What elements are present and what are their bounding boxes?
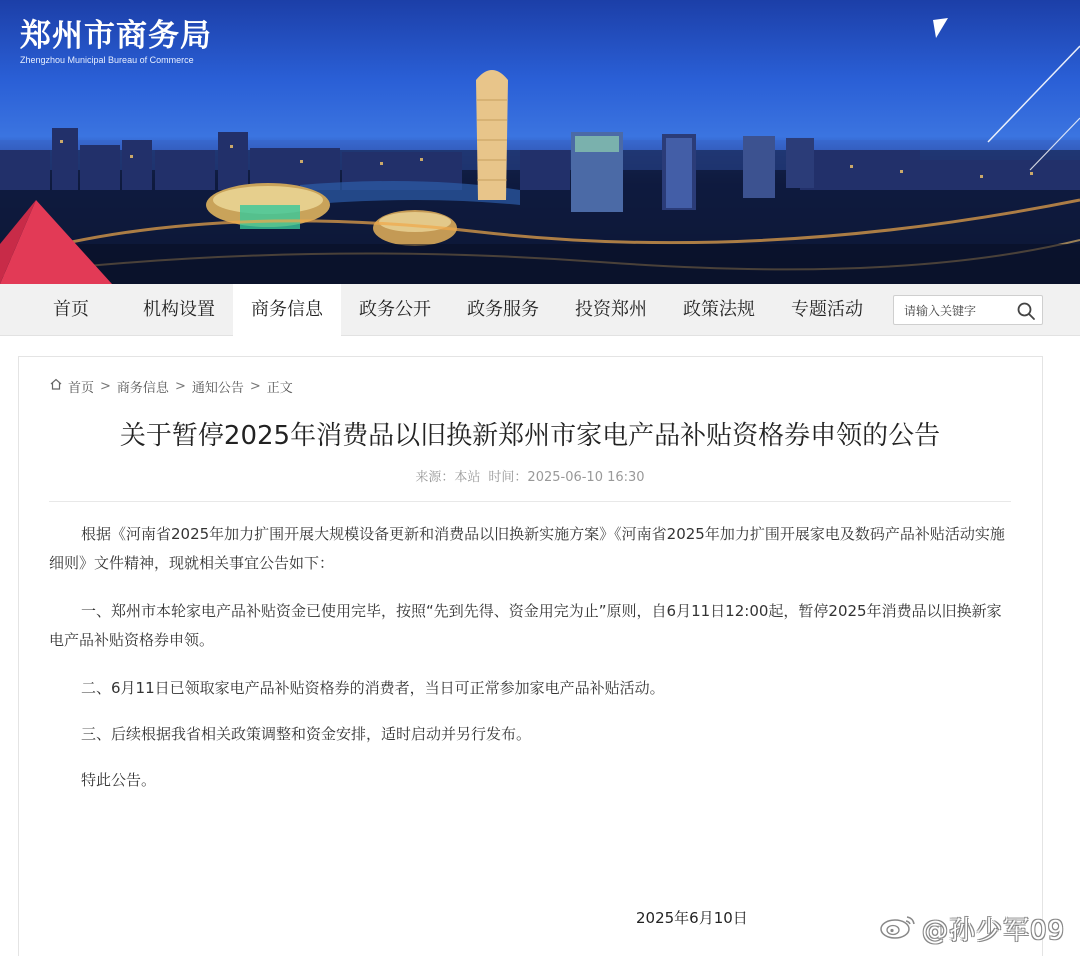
header-banner [0,0,1080,284]
nav-item-gov-services[interactable]: 政务服务 [467,299,539,320]
breadcrumb-business-info[interactable]: 商务信息 [116,380,169,396]
watermark [878,910,1065,946]
site-name-cn: 郑州市商务局 [20,18,212,54]
article-date: 2025年6月10日 [636,909,748,927]
breadcrumb [49,376,293,396]
nav-item-home[interactable]: 首页 [53,299,89,320]
article-meta [30,466,1030,485]
breadcrumb-separator: > [249,378,261,394]
nav-item-policies[interactable]: 政策法规 [683,299,755,320]
article-paragraph-intro: 根据《河南省2025年加力扩围开展大规模设备更新和消费品以旧换新实施方案》《河南省2025年加力扩围开展家电及数码产品补贴活动实施细则》文件精神，现就相关事宜公告如下： [49,525,1005,572]
article-title: 关于暂停2025年消费品以旧换新郑州市家电产品补贴资格券申领的公告 [119,421,941,451]
article-paragraph-3: 三、后续根据我省相关政策调整和资金安排，适时启动并另行发布。 [81,725,532,743]
article-source: 来源：本站 [415,470,481,485]
nav-item-organization[interactable]: 机构设置 [143,299,215,320]
nav-item-business-info[interactable]: 商务信息 [233,284,341,336]
watermark-text: @孙少军09 [922,915,1066,946]
nav-item-gov-affairs-public[interactable]: 政务公开 [359,299,431,320]
breadcrumb-current: 正文 [266,380,293,396]
breadcrumb-home[interactable]: 首页 [68,380,95,396]
breadcrumb-separator: > [174,378,186,394]
home-icon[interactable] [49,377,63,395]
article-paragraph-1: 一、郑州市本轮家电产品补贴资金已使用完毕，按照“先到先得、资金用完为止”原则，自6月11日12:00起，暂停2025年消费品以旧换新家电产品补贴资格券申领。 [49,602,1002,649]
nav-item-special-events[interactable]: 专题活动 [791,299,863,320]
article-time: 时间：2025-06-10 16:30 [488,470,645,485]
title-divider [49,501,1011,502]
weibo-icon [878,911,922,945]
nav-item-invest[interactable]: 投资郑州 [575,299,647,320]
search-input[interactable] [904,301,1014,321]
breadcrumb-notices[interactable]: 通知公告 [191,380,244,396]
search-box [893,295,1043,325]
search-icon[interactable] [1016,301,1036,321]
breadcrumb-separator: > [100,378,111,394]
site-logo[interactable] [20,16,212,65]
article-paragraph-2: 二、6月11日已领取家电产品补贴资格券的消费者，当日可正常参加家电产品补贴活动。 [81,679,665,697]
article-paragraph-closing: 特此公告。 [81,771,157,789]
site-name-en: Zhengzhou Municipal Bureau of Commerce [20,55,194,65]
